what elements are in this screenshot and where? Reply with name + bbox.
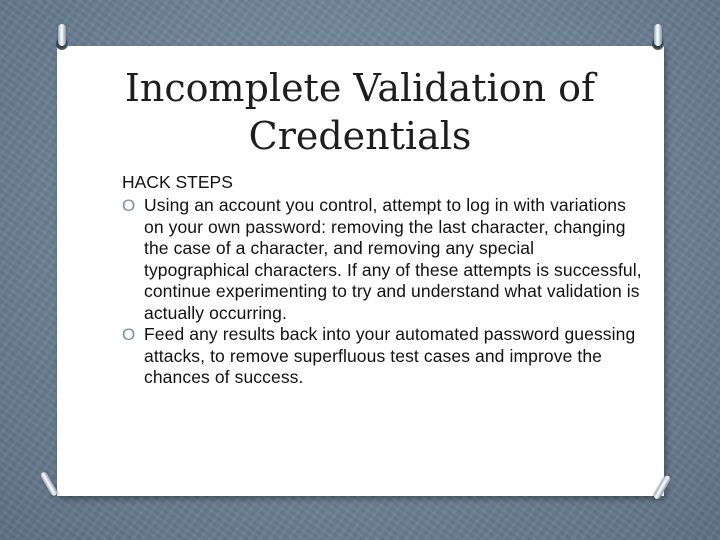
slide-title-line-2: Credentials	[248, 114, 472, 158]
bullet-item	[122, 195, 642, 324]
ring-clip-icon	[58, 24, 66, 46]
slide-title-line-1: Incomplete Validation of	[124, 66, 596, 110]
ring-clip-icon	[653, 474, 672, 500]
bullet-text: Using an account you control, attempt to log in with variations on your own password: removing the last character, changing the case of a character, and removing any special typographical characters. If any of these attempts is successful, continue experimenting to try and understand what validation is actually occurring.	[144, 195, 642, 323]
bullet-list	[122, 195, 642, 389]
bullet-text: Feed any results back into your automated password guessing attacks, to remove superfluous test cases and improve the chances of success.	[144, 324, 636, 387]
slide-body	[122, 172, 642, 389]
ring-clip-icon	[654, 24, 662, 46]
slide-title	[0, 64, 720, 160]
bullet-marker-icon: O	[122, 196, 136, 215]
bullet-item	[122, 324, 642, 389]
binder-ring-icon	[646, 30, 670, 54]
bullet-marker-icon: O	[122, 325, 136, 344]
ring-clip-icon	[40, 471, 59, 497]
binder-ring-icon	[50, 30, 74, 54]
hack-steps-heading: HACK STEPS	[122, 172, 233, 192]
